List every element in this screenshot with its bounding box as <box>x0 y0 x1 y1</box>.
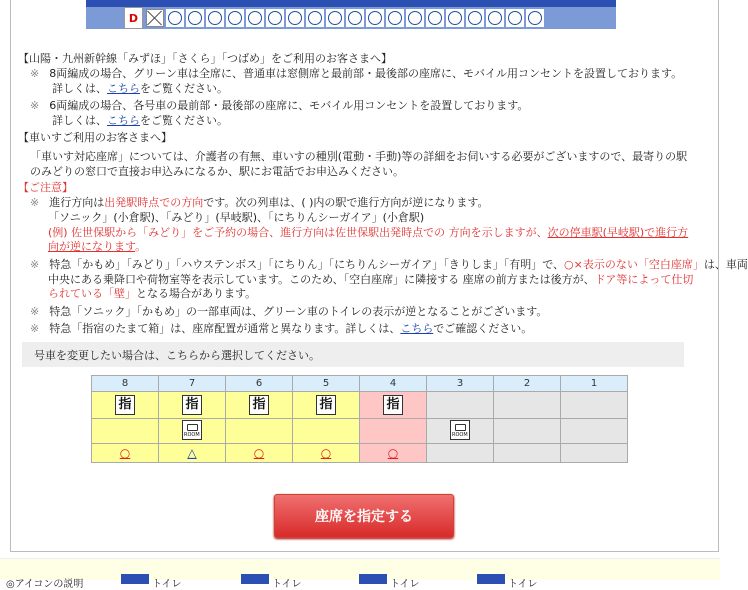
available-seat-icon[interactable] <box>186 9 204 27</box>
sanyo-link-2[interactable]: こちら <box>107 114 140 127</box>
wheelchair-line-1: 「車いす対応座席」については、介護者の有無、車いすの種別(電動・手動)等の詳細をお伺いする必要がございますので、最寄りの駅 <box>30 150 688 163</box>
available-seat-icon[interactable] <box>206 9 224 27</box>
toilet-icon <box>121 574 149 584</box>
car-3-cell <box>427 392 494 419</box>
legend-item: トイレ <box>152 579 182 590</box>
available-seat-icon[interactable] <box>506 9 524 27</box>
available-seat-icon[interactable] <box>246 9 264 27</box>
car-8-cell[interactable] <box>92 392 159 419</box>
row-label: D <box>124 7 143 29</box>
available-seat-icon[interactable] <box>226 9 244 27</box>
note-1-line-2: 「ソニック」(小倉駅)、「みどり」(早岐駅)、「にちりんシーガイア」(小倉駅) <box>48 211 425 224</box>
sanyo-note-1-link-line: 詳しくは、こちらをご覧ください。 <box>52 82 228 95</box>
reserved-seat-icon: 指 <box>316 395 336 415</box>
note-4: ※ 特急「指宿のたまて箱」は、座席配置が通常と異なります。詳しくは、こちらでご確認ください。 <box>30 322 533 335</box>
availability-mark: ○ <box>387 446 399 460</box>
note-2-line-3: られている「壁」となる場合があります。 <box>48 287 257 300</box>
toilet-icon <box>241 574 269 584</box>
seat-map-header-bar <box>86 0 616 7</box>
reserved-seat-icon: 指 <box>249 395 269 415</box>
available-seat-icon[interactable] <box>526 9 544 27</box>
note-1-line-3: (例) 佐世保駅から「みどり」をご予約の場合、進行方向は佐世保駅出発時点での 方向を示しますが、次の停車駅(早岐駅)で進行方 <box>48 226 689 239</box>
car-number[interactable]: 5 <box>293 376 360 392</box>
legend-item: トイレ <box>508 579 538 590</box>
sanyo-note-2: ※ 6両編成の場合、各号車の最前部・最後部の座席に、モバイル用コンセントを設置しております。 <box>30 99 529 112</box>
sanyo-note-1: ※ 8両編成の場合、グリーン車は全席に、普通車は窓側席と最前部・最後部の座席に、モバイル用コンセントを設置しております。 <box>30 67 683 80</box>
car-number[interactable]: 2 <box>494 376 561 392</box>
wheelchair-line-2: のみどりの窓口で直接お申込みになるか、駅にお電話でお申込みください。 <box>30 165 404 178</box>
sanyo-heading: 【山陽・九州新幹線「みずほ」「さくら」「つばめ」をご利用のお客さまへ】 <box>18 52 392 65</box>
car-type-row <box>92 392 628 419</box>
note-3: ※ 特急「ソニック」「かもめ」の一部車両は、グリーン車のトイレの表示が逆となることがございます。 <box>30 305 548 318</box>
available-seat-icon[interactable] <box>486 9 504 27</box>
car-number[interactable]: 3 <box>427 376 494 392</box>
available-seat-icon[interactable] <box>306 9 324 27</box>
available-seat-icon[interactable] <box>166 9 184 27</box>
car-1-cell <box>561 392 628 419</box>
legend-item: トイレ <box>272 579 302 590</box>
car-4-cell-selected[interactable] <box>360 392 427 419</box>
car-select-prompt: 号車を変更したい場合は、こちらから選択してください。 <box>34 349 320 362</box>
car-5-cell[interactable] <box>293 392 360 419</box>
availability-mark: ○ <box>253 446 265 460</box>
car-select-prompt-box <box>22 342 684 367</box>
available-seat-icon[interactable] <box>326 9 344 27</box>
unavailable-seat-icon <box>146 9 164 27</box>
available-seat-icon[interactable] <box>286 9 304 27</box>
legend-title: ◎アイコンの説明 <box>6 579 84 590</box>
wheelchair-heading: 【車いすご利用のお客さまへ】 <box>18 131 172 144</box>
car-7-cell[interactable] <box>159 392 226 419</box>
car-number[interactable]: 7 <box>159 376 226 392</box>
seat-row-d <box>86 7 616 29</box>
seat-map-strip <box>86 0 616 28</box>
smoking-room-icon: ROOM <box>182 420 202 440</box>
reserved-seat-icon: 指 <box>182 395 202 415</box>
car-number[interactable]: 6 <box>226 376 293 392</box>
available-seat-icon[interactable] <box>406 9 424 27</box>
available-seat-icon[interactable] <box>346 9 364 27</box>
car-number-row <box>92 376 628 392</box>
note-2-line-2: 中央にある乗降口や荷物室等を表示しています。このため、「空白座席」に隣接する 座席の前方または後方が、ドア等によって仕切 <box>48 273 694 286</box>
availability-mark: △ <box>187 446 197 460</box>
notes-heading: 【ご注意】 <box>18 181 73 194</box>
availability-row <box>92 444 628 463</box>
note-2-line-1: ※ 特急「かもめ」「みどり」「ハウステンボス」「にちりん」「にちりんシーガイア」「きりしま」「有明」で、○×表示のない「空白座席」は、車両 <box>30 258 748 271</box>
available-seat-icon[interactable] <box>446 9 464 27</box>
icon-legend <box>0 558 720 590</box>
reserved-seat-icon: 指 <box>383 395 403 415</box>
note-1-line-4: 向が逆になります。 <box>48 240 147 253</box>
note-1-line-1: ※ 進行方向は出発駅時点での方向です。次の列車は、( )内の駅で進行方向が逆になります。 <box>30 196 489 209</box>
available-seat-icon[interactable] <box>466 9 484 27</box>
ibusuki-link[interactable]: こちら <box>400 322 434 335</box>
toilet-icon <box>359 574 387 584</box>
availability-mark: ○ <box>119 446 131 460</box>
car-number[interactable]: 8 <box>92 376 159 392</box>
car-2-cell <box>494 392 561 419</box>
available-seats <box>166 9 544 27</box>
legend-item: トイレ <box>390 579 420 590</box>
toilet-icon <box>477 574 505 584</box>
select-seat-button[interactable]: 座席を指定する <box>274 494 454 538</box>
available-seat-icon[interactable] <box>266 9 284 27</box>
car-number[interactable]: 4 <box>360 376 427 392</box>
available-seat-icon[interactable] <box>426 9 444 27</box>
available-seat-icon[interactable] <box>386 9 404 27</box>
smoking-room-icon: ROOM <box>450 420 470 440</box>
sanyo-note-2-link-line: 詳しくは、こちらをご覧ください。 <box>52 114 228 127</box>
availability-mark: ○ <box>320 446 332 460</box>
car-number[interactable]: 1 <box>561 376 628 392</box>
car-6-cell[interactable] <box>226 392 293 419</box>
sanyo-link-1[interactable]: こちら <box>107 82 140 95</box>
reserved-seat-icon: 指 <box>115 395 135 415</box>
car-selector-table <box>91 375 628 463</box>
car-facility-row <box>92 419 628 444</box>
available-seat-icon[interactable] <box>366 9 384 27</box>
